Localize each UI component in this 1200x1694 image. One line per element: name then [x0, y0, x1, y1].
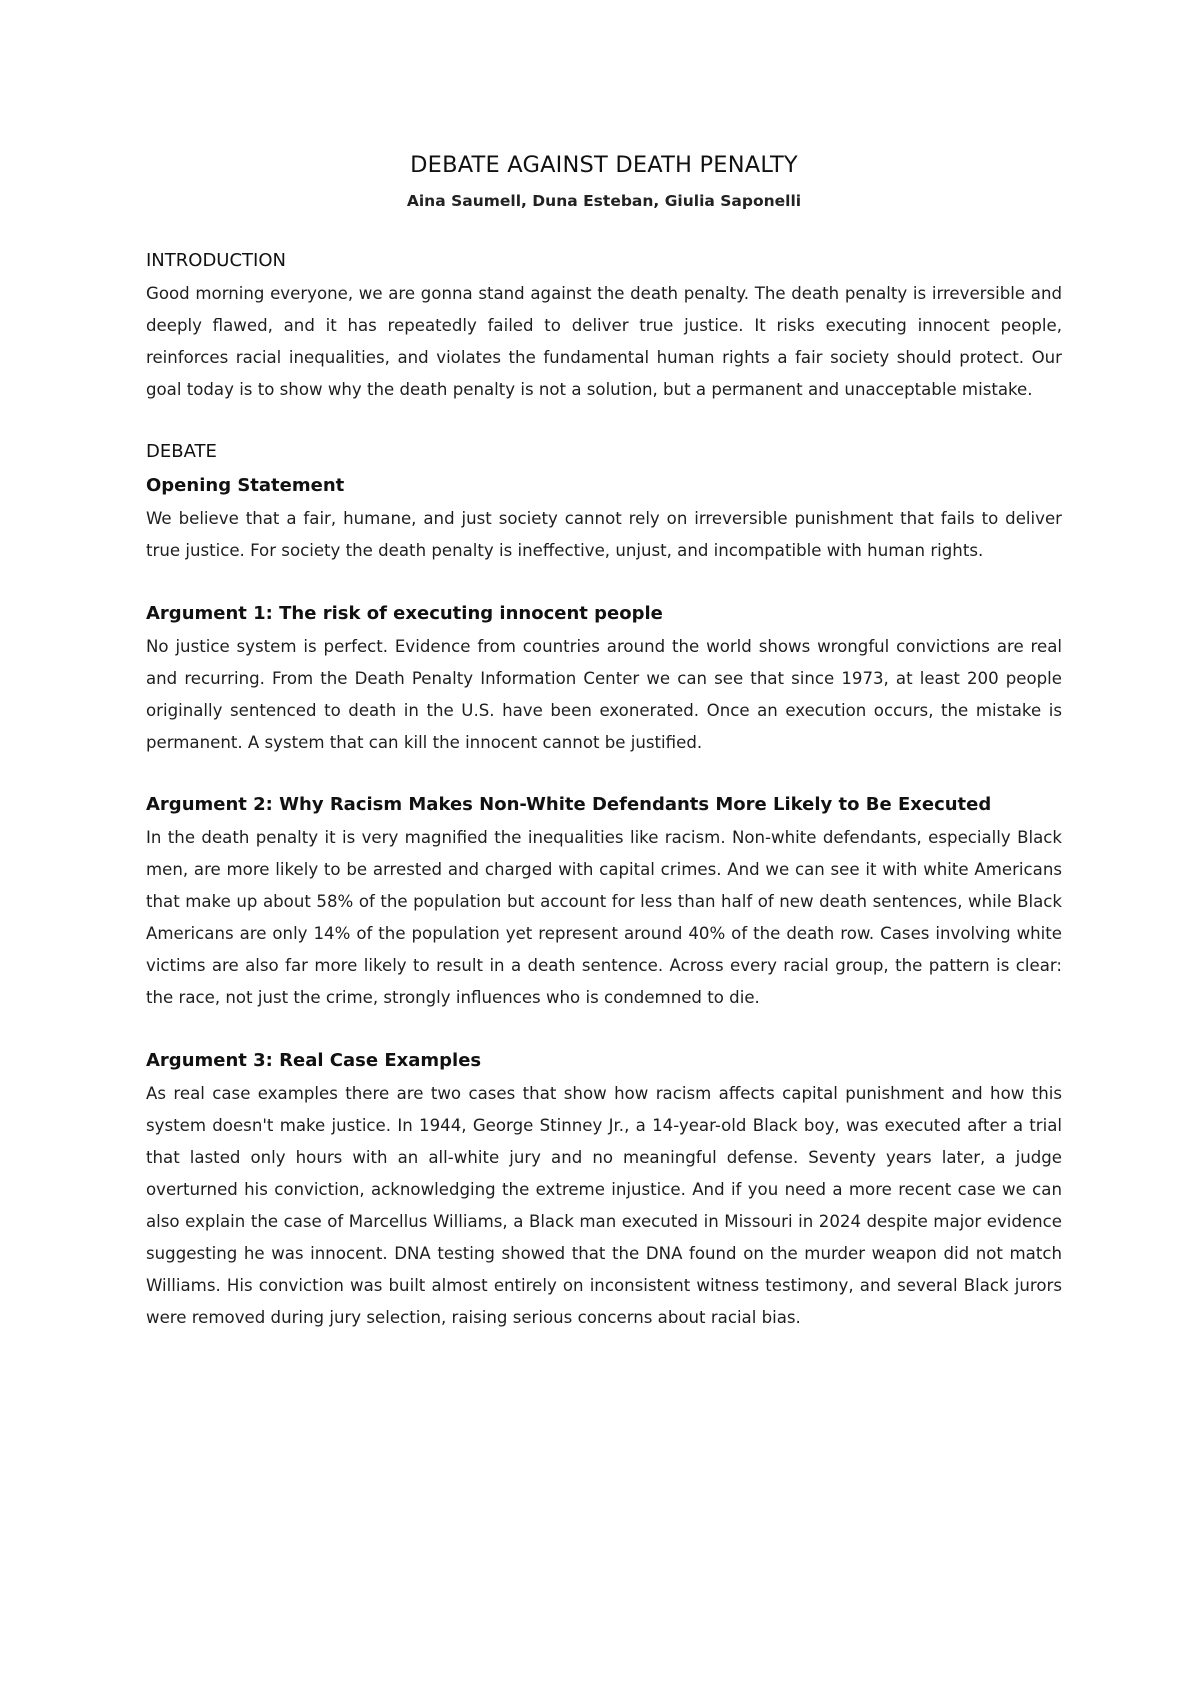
- debate-heading: DEBATE: [146, 441, 217, 463]
- argument-1-paragraph: No justice system is perfect. Evidence from countries around the world shows wrongful convictions are real and recurring. From the Death Penalty Information Center we can see that since 1973, at least 200 people originally sentenced to death in the U.S. have been exonerated. Once an execution occurs, the mistake is permanent. A system that can kill the innocent cannot be justified.: [146, 636, 1062, 752]
- argument-1-heading: Argument 1: The risk of executing innocent people: [146, 602, 663, 624]
- opening-statement-paragraph: We believe that a fair, humane, and just society cannot rely on irreversible punishment that fails to deliver true justice. For society the death penalty is ineffective, unjust, and incompatible with human rights.: [146, 509, 1062, 561]
- introduction-paragraph: Good morning everyone, we are gonna stand against the death penalty. The death penalty is irreversible and deeply flawed, and it has repeatedly failed to deliver true justice. It risks executing innocent people, reinforces racial inequalities, and violates the fundamental human rights a fair society should protect. Our goal today is to show why the death penalty is not a solution, but a permanent and unacceptable mistake.: [146, 284, 1062, 400]
- argument-3-paragraph: As real case examples there are two cases that show how racism affects capital punishment and how this system doesn't make justice. In 1944, George Stinney Jr., a 14-year-old Black boy, was executed after a trial that lasted only hours with an all-white jury and no meaningful defense. Seventy years later, a judge overturned his conviction, acknowledging the extreme injustice. And if you need a more recent case we can also explain the case of Marcellus Williams, a Black man executed in Missouri in 2024 despite major evidence suggesting he was innocent. DNA testing showed that the DNA found on the murder weapon did not match Williams. His conviction was built almost entirely on inconsistent witness testimony, and several Black jurors were removed during jury selection, raising serious concerns about racial bias.: [146, 1083, 1062, 1328]
- document-content: [146, 148, 1062, 1334]
- argument-3-heading: Argument 3: Real Case Examples: [146, 1049, 482, 1071]
- introduction-heading: INTRODUCTION: [146, 250, 286, 271]
- document-title: DEBATE AGAINST DEATH PENALTY: [410, 152, 798, 178]
- argument-2-paragraph: In the death penalty it is very magnified the inequalities like racism. Non-white defendants, especially Black men, are more likely to be arrested and charged with capital crimes. And we can see it with white Americans that make up about 58% of the population but account for less than half of new death sentences, while Black Americans are only 14% of the population yet represent around 40% of the death row. Cases involving white victims are also far more likely to result in a death sentence. Across every racial group, the pattern is clear: the race, not just the crime, strongly influences who is condemned to die.: [146, 827, 1062, 1008]
- document-authors: Aina Saumell, Duna Esteban, Giulia Saponelli: [406, 192, 802, 210]
- argument-2-heading: Argument 2: Why Racism Makes Non-White Defendants More Likely to Be Executed: [146, 793, 992, 815]
- opening-statement-heading: Opening Statement: [146, 475, 345, 497]
